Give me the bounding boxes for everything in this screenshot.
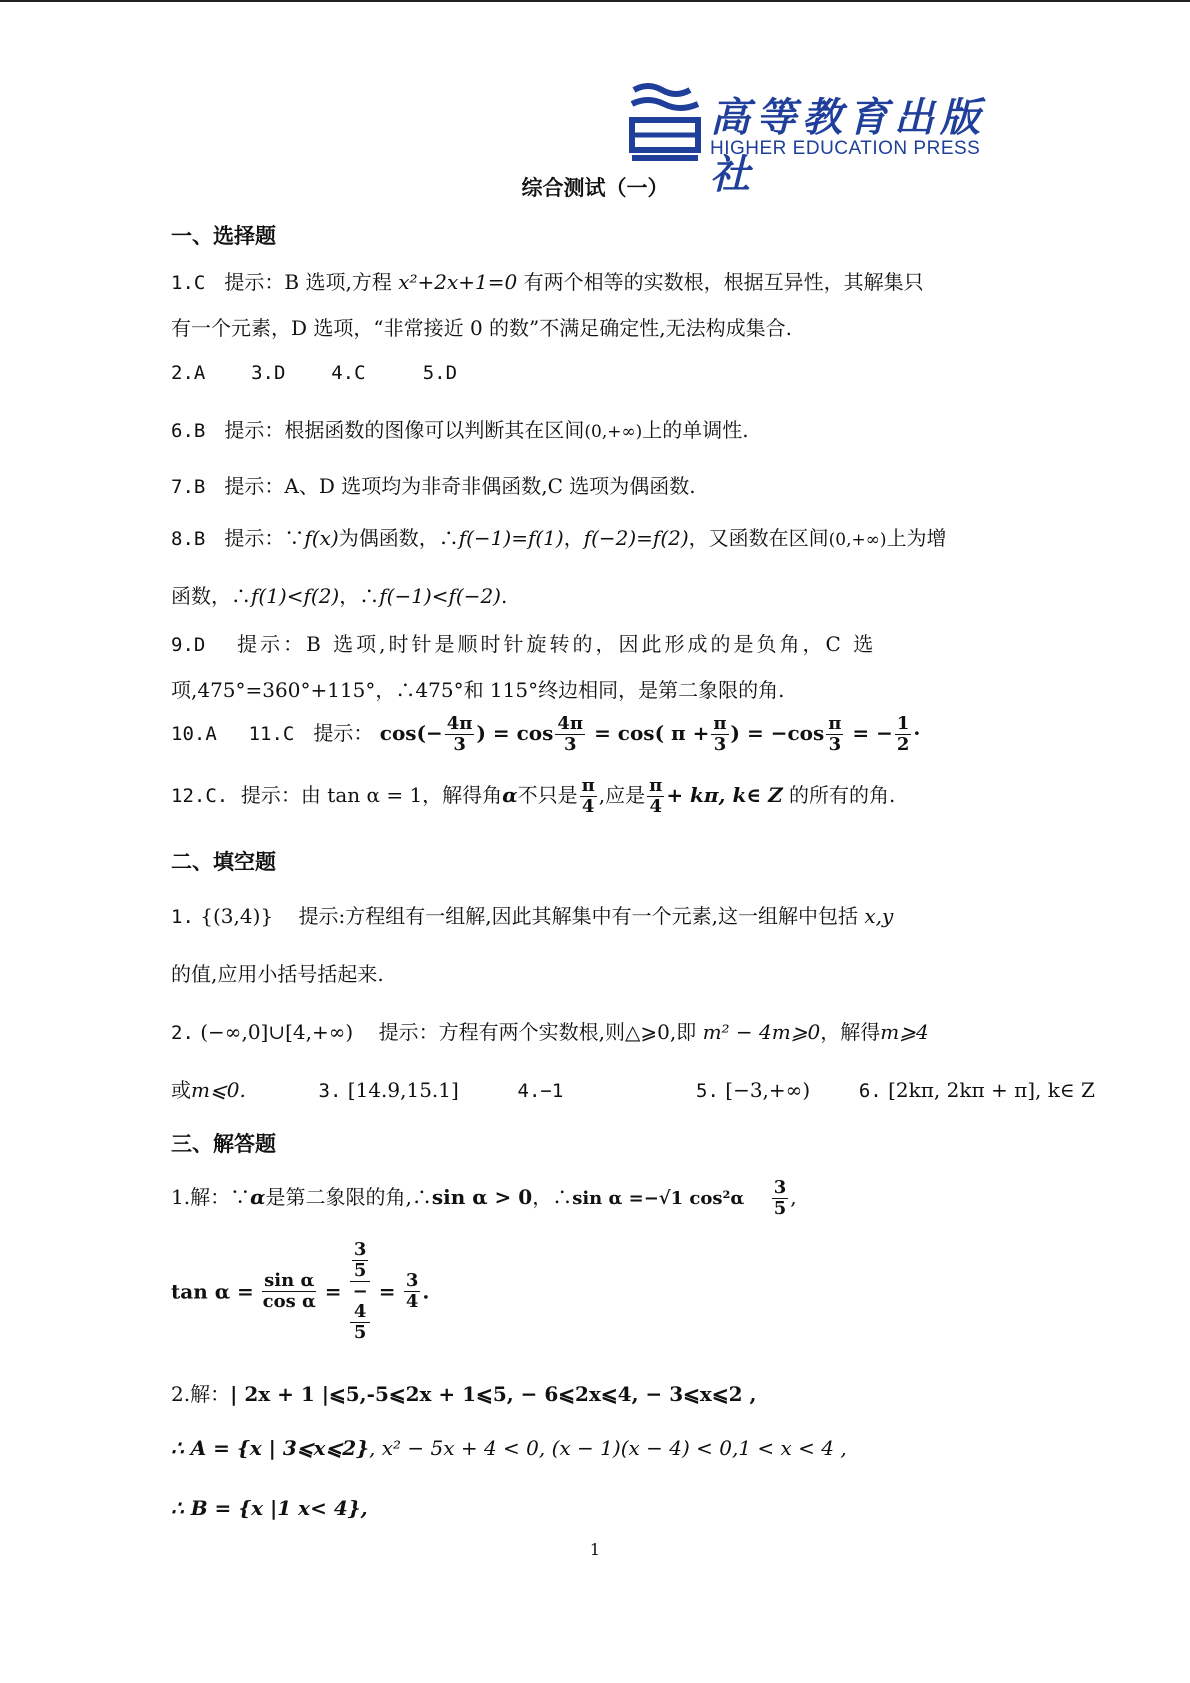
solve-answer-2-line2 (171, 1436, 847, 1460)
compound-fraction (350, 1240, 371, 1343)
hint-text: ，∴ (532, 1185, 573, 1209)
section-heading-solve: 三、解答题 (171, 1132, 276, 1156)
fraction (445, 714, 475, 755)
answer-no: 12.C. (171, 785, 229, 807)
numerator: π (713, 713, 727, 734)
answer-no: 5. (696, 1080, 719, 1102)
publisher-logo (628, 80, 1028, 198)
section-heading-choice: 一、选择题 (171, 224, 276, 248)
page-title: 综合测试（一） (521, 176, 669, 200)
expr: ∴ B = {x |1 x< 4}, (171, 1496, 368, 1520)
cos-equation (379, 713, 921, 755)
fraction (647, 776, 664, 817)
answer-no: 2. (171, 1022, 194, 1044)
expr: f(−2)=f(2) (583, 526, 689, 550)
expr: | 2x + 1 |⩽5,-5⩽2x + 1⩽5, − 6⩽2x⩽4, − 3⩽x⩽2 , (230, 1382, 757, 1406)
hint-text: 上的单调性. (642, 418, 749, 442)
eq-part: · (913, 721, 921, 745)
hint-text: 提示：B 选项,方程 (224, 270, 399, 294)
answer-no: 3. (318, 1080, 342, 1102)
answer-no: 10.A (171, 723, 217, 745)
hint-text: ，解得 (820, 1020, 881, 1044)
expr: tan α = (171, 1279, 254, 1304)
denominator: 5 (353, 1260, 367, 1281)
fraction (772, 1178, 789, 1219)
denominator: 3 (453, 734, 466, 755)
hint-text: 的所有的角. (789, 783, 896, 807)
expr: = (324, 1279, 342, 1304)
answer-no: 7.B (171, 476, 206, 498)
eq-part: cos(− (379, 721, 443, 745)
denominator: 3 (828, 734, 842, 755)
numerator: 3 (405, 1270, 419, 1291)
hint-text: 提示：A、D 选项均为非奇非偶函数,C 选项为偶函数. (224, 474, 696, 498)
answer-9 (171, 628, 876, 657)
denominator: cos α (262, 1291, 316, 1312)
tan-equation (171, 1240, 429, 1343)
hint-text: 不只是 (517, 783, 578, 807)
fraction (350, 1302, 371, 1343)
expr: m⩾4 (880, 1020, 929, 1044)
answer-value: [14.9,15.1] (347, 1078, 459, 1102)
hint-text: , (790, 1185, 797, 1209)
hint-text: 提示：B 选项,时针是顺时针旋转的，因此形成的是负角，C 选 (237, 632, 877, 656)
publisher-name-cn: 高等教育出版社 (710, 94, 986, 198)
answer-9-line2: 项,475°=360°+115°，∴475°和 115°终边相同，是第二象限的角. (171, 678, 785, 702)
hint-text: . (500, 584, 508, 608)
answer-8 (171, 522, 947, 551)
answer-2: 2.A (171, 362, 206, 384)
fraction (555, 714, 585, 755)
answer-value: (−∞,0]∪[4,+∞) (200, 1020, 354, 1044)
publisher-name-en: HIGHER EDUCATION PRESS (710, 138, 981, 159)
hint-text: 提示：方程有两个实数根,则△⩾0,即 (378, 1020, 697, 1044)
hint-text: 提示：根据函数的图像可以判断其在区间 (224, 418, 585, 442)
denominator: 5 (773, 1198, 787, 1219)
hint-text: 或 (171, 1078, 191, 1102)
interval: (0,+∞) (584, 422, 643, 442)
expr: sin α =−√1 cos²α (572, 1188, 745, 1209)
answer-4: 4.C (331, 362, 366, 384)
answer-no: 6. (858, 1080, 882, 1102)
hint-text: 有两个相等的实数根，根据互异性，其解集只 (517, 270, 924, 294)
numerator: 3 (353, 1239, 367, 1260)
solve-answer-1 (171, 1178, 797, 1219)
answer-1 (171, 266, 924, 295)
answer-no: 9.D (171, 634, 206, 656)
expr: = (378, 1279, 396, 1304)
numerator: 3 (773, 1177, 787, 1198)
expr: . (422, 1279, 430, 1304)
section-heading-fill: 二、填空题 (171, 850, 276, 874)
answer-value: [2kπ, 2kπ + π], k∈ Z (888, 1078, 1095, 1102)
fraction (895, 714, 912, 755)
numerator: sin α (264, 1270, 315, 1291)
denominator: 4 (581, 796, 595, 817)
hint-text: 2.解： (171, 1382, 231, 1406)
hint-text: 提示：∵ (224, 526, 305, 550)
fraction (580, 776, 597, 817)
hint-text: 为偶函数，∴ (338, 526, 459, 550)
solve-answer-2-line3 (171, 1496, 368, 1520)
numerator (350, 1240, 371, 1282)
answer-value: 4.−1 (517, 1080, 564, 1102)
numerator: 4 (350, 1302, 371, 1323)
expr: ∴ A = {x | 3⩽x⩽2} (171, 1436, 370, 1460)
hint-text: 上为增 (886, 526, 947, 550)
answers-2-5 (171, 362, 457, 384)
expr: m⩽0. (191, 1078, 246, 1102)
denominator: 4 (405, 1291, 419, 1312)
answer-5: 5.D (422, 362, 458, 384)
answer-no: 11.C (248, 723, 295, 745)
expr: m² − 4m⩾0 (702, 1020, 821, 1044)
hint-text: ， (563, 526, 584, 550)
expr: + kπ, k∈ Z (666, 783, 783, 807)
numerator: 4π (557, 713, 584, 734)
eq-part: = − (845, 721, 893, 745)
expr: f(−1)=f(1) (458, 526, 564, 550)
top-border (0, 0, 1190, 2)
hint-text: ,应是 (598, 783, 646, 807)
alpha-symbol: α (250, 1185, 266, 1209)
expr: , x² − 5x + 4 < 0, (x − 1)(x − 4) < 0,1 < x < 4 , (369, 1436, 847, 1460)
eq-part: ) = −cos (730, 721, 825, 745)
numerator: π (649, 775, 663, 796)
expr: sin α > 0 (431, 1185, 533, 1209)
alpha-symbol: α (502, 783, 518, 807)
solve-answer-2 (171, 1378, 756, 1407)
hint-text: ，又函数在区间 (688, 526, 829, 550)
answer-1-line2: 有一个元素，D 选项，“非常接近 0 的数”不满足确定性,无法构成集合. (171, 316, 792, 340)
denominator: − 4 5 (350, 1282, 371, 1343)
denominator: 2 (896, 734, 910, 755)
expr: f(x) (304, 526, 339, 550)
eq-part: ) = cos (476, 721, 554, 745)
eq-part: = cos( π + (587, 721, 710, 745)
denominator: 4 (649, 796, 662, 817)
numerator: π (828, 713, 842, 734)
fill-answer-1-line2: 的值,应用小括号括起来. (171, 962, 384, 986)
expr: x,y (864, 904, 894, 928)
hint-text: 函数，∴ (171, 584, 251, 608)
answer-value: {(3,4)} (200, 904, 274, 928)
hint-text: ，∴ (339, 584, 380, 608)
publisher-emblem-icon (628, 80, 706, 166)
hint-text: 是第二象限的角,∴ (265, 1185, 432, 1209)
denominator: 5 (353, 1322, 367, 1343)
answers-10-11 (171, 714, 920, 755)
hint-text: 提示：由 tan α = 1，解得角 (240, 783, 503, 807)
interval: (0,+∞) (828, 530, 887, 550)
denominator: 3 (713, 734, 727, 755)
answer-no: 6.B (171, 420, 206, 442)
answer-6 (171, 414, 749, 443)
answer-8-line2 (171, 580, 507, 609)
page-number: 1 (589, 1540, 601, 1559)
denominator: 3 (563, 734, 577, 755)
fill-answer-2-line2 (171, 1074, 1095, 1103)
equation: x²+2x+1=0 (398, 270, 518, 294)
answer-7 (171, 470, 696, 499)
fraction (352, 1240, 369, 1281)
numerator: 4π (446, 713, 473, 734)
hint-text: 提示:方程组有一组解,因此其解集中有一个元素,这一组解中包括 (298, 904, 859, 928)
fill-answer-1 (171, 900, 893, 929)
answer-no: 8.B (171, 528, 206, 550)
fraction (262, 1271, 316, 1312)
answer-no: 1. (171, 906, 194, 928)
answer-12 (171, 776, 895, 817)
numerator: π (581, 775, 595, 796)
hint-text: 提示： (313, 721, 374, 745)
expr: f(1)<f(2) (251, 584, 340, 608)
answer-value: [−3,+∞) (725, 1078, 811, 1102)
hint-text: 1.解：∵ (171, 1185, 251, 1209)
expr: f(−1)<f(−2) (379, 584, 501, 608)
answer-3: 3.D (251, 362, 286, 384)
fraction (826, 714, 843, 755)
fraction (404, 1271, 421, 1312)
numerator: 1 (896, 713, 910, 734)
fill-answer-2 (171, 1016, 929, 1045)
fraction (711, 714, 728, 755)
answer-no: 1.C (171, 272, 206, 294)
